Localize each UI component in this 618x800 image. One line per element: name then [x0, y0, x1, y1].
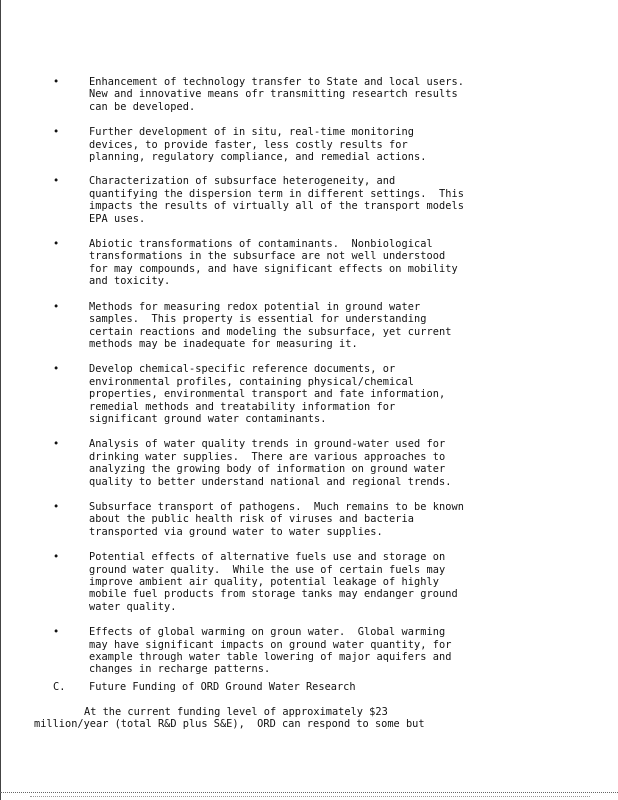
section-heading — [53, 681, 553, 693]
list-item — [53, 76, 543, 113]
bullet-icon: • — [53, 438, 60, 451]
section-letter: C. — [53, 681, 66, 693]
list-item-text: Develop chemical-specific reference documents, or environmental profiles, containing physical/chemical properties, environmental transport and fate information, remedial methods and treatability information for significant ground water contaminants. — [89, 363, 446, 425]
bullet-icon: • — [53, 500, 60, 513]
list-item — [53, 363, 543, 425]
list-item — [53, 438, 543, 488]
bullet-icon: • — [53, 363, 60, 376]
list-item-text: Analysis of water quality trends in ground-water used for drinking water supplies. There are various approaches to analyzing the growing body of information on ground water quality to better understand national and regional trends. — [89, 438, 452, 488]
list-item-text: Potential effects of alternative fuels use and storage on ground water quality. While the use of certain fuels may improve ambient air quality, potential leakage of highly mobile fuel products from storage tanks may endanger ground water quality. — [89, 551, 458, 613]
list-item-text: Subsurface transport of pathogens. Much remains to be known about the public health risk of viruses and bacteria transported via ground water to water supplies. — [89, 500, 464, 538]
research-needs-list — [53, 76, 543, 689]
list-item-text: Enhancement of technology transfer to State and local users. New and innovative means ofr transmitting researtch results can be developed. — [89, 76, 464, 113]
list-item — [53, 238, 543, 288]
scan-edge — [0, 0, 1, 800]
list-item-text: Further development of in situ, real-time monitoring devices, to provide faster, less costly results for planning, regulatory compliance, and remedial actions. — [89, 126, 427, 164]
list-item-text: Abiotic transformations of contaminants. Nonbiological transformations in the subsurface are not well understood for may compounds, and have significant effects on mobility and toxicity. — [89, 238, 458, 288]
bullet-icon: • — [53, 626, 60, 639]
bullet-icon: • — [53, 76, 60, 88]
list-item — [53, 301, 543, 351]
list-item — [53, 626, 543, 676]
bullet-icon: • — [53, 300, 60, 313]
list-item-text: Characterization of subsurface heterogeneity, and quantifying the dispersion term in different settings. This impacts the results of virtually all of the transport models EPA uses. — [89, 175, 464, 225]
scan-artifact-line — [30, 796, 590, 797]
list-item — [53, 126, 543, 163]
body-paragraph: At the current funding level of approximately $23 million/year (total R&D plus S&E), ORD can respond to some but — [34, 706, 425, 731]
list-item — [53, 175, 543, 225]
list-item — [53, 551, 543, 613]
bullet-icon: • — [53, 126, 60, 139]
bullet-icon: • — [53, 551, 60, 564]
bullet-icon: • — [53, 175, 60, 188]
section-title: Future Funding of ORD Ground Water Research — [89, 681, 356, 693]
list-item — [53, 501, 543, 538]
bullet-icon: • — [53, 238, 60, 251]
list-item-text: Effects of global warming on groun water. Global warming may have significant impacts on ground water quantity, for example through water table lowering of major aquifers and changes in recharge patterns. — [89, 626, 452, 676]
scan-artifact-line — [0, 792, 618, 793]
list-item-text: Methods for measuring redox potential in ground water samples. This property is essential for understanding certain reactions and modeling the subsurface, yet current methods may be inadequate for measuring it. — [89, 300, 452, 350]
